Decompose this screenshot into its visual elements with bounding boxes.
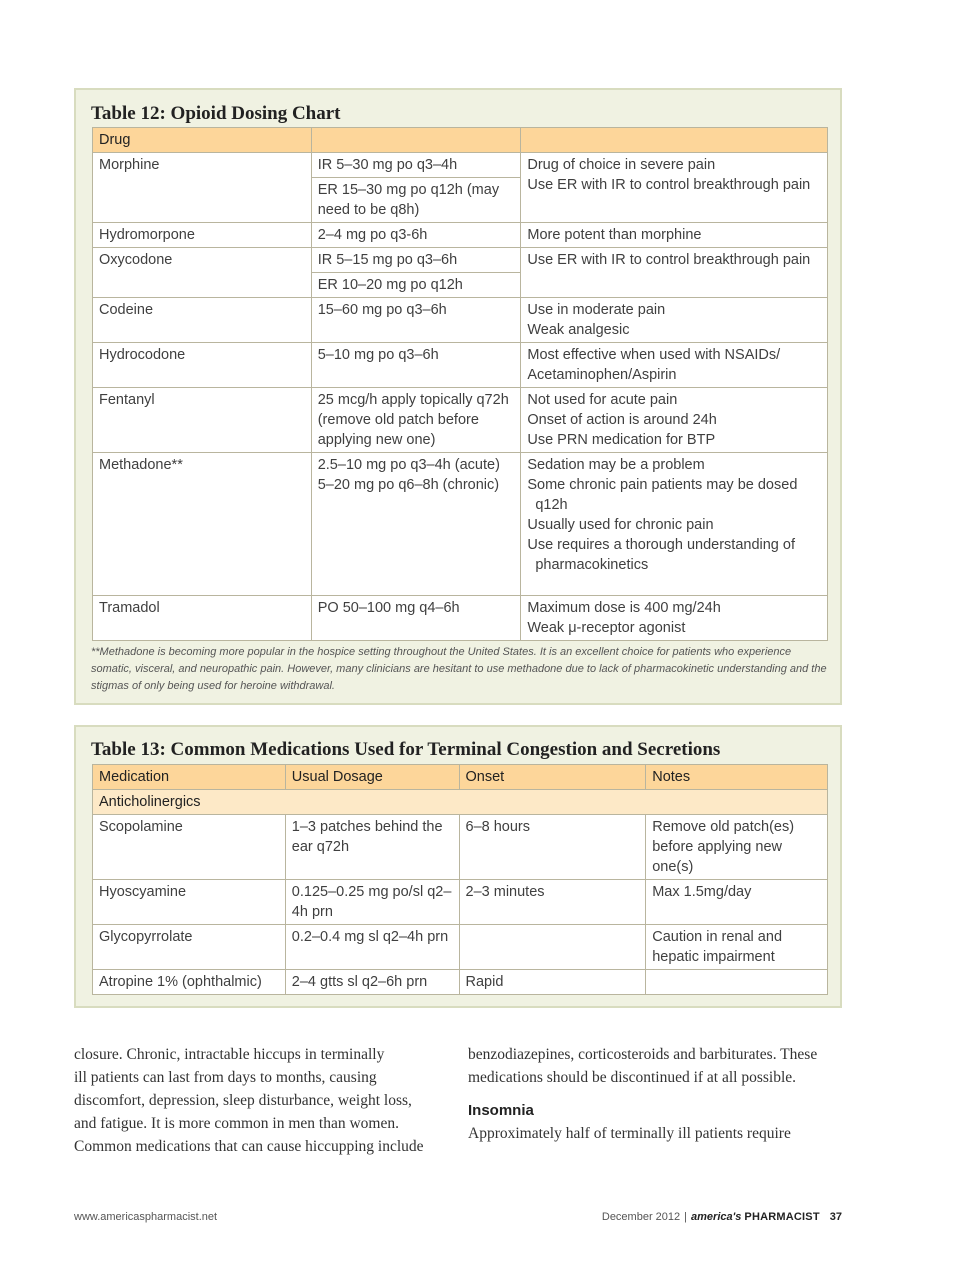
body-text-line: Common medications that can cause hiccupping include [74,1138,424,1155]
body-column-left [74,1043,454,1158]
table-row [93,343,828,388]
body-text-line: medications should be discontinued if at all possible. [468,1069,797,1086]
column-header-onset: Onset [459,765,646,790]
medication-cell: Hyoscyamine [93,880,286,925]
body-column-right [468,1043,848,1145]
category-row [93,790,828,815]
dose-cell: IR 5–30 mg po q3–4h [311,153,521,178]
footer-date: December 2012 [601,1211,681,1223]
drug-cell: Oxycodone [93,248,312,298]
table-header-row [93,128,828,153]
body-text-line: benzodiazepines, corticosteroids and barbiturates. These [468,1046,818,1063]
category-label: Anticholinergics [93,790,828,815]
dose-cell: PO 50–100 mg q4–6h [311,596,521,641]
table-13-title: Table 13: Common Medications Used for Terminal Congestion and Secretions [91,739,721,760]
table-row [93,453,828,596]
opioid-dosing-table [92,127,828,641]
dosage-cell: 0.2–0.4 mg sl q2–4h prn [285,925,459,970]
notes-cell: Use ER with IR to control breakthrough pain [521,248,828,298]
dose-cell: 5–10 mg po q3–6h [311,343,521,388]
drug-cell: Hydromorpone [93,223,312,248]
table-12-panel [74,88,842,705]
onset-cell: 6–8 hours [459,815,646,880]
table-row [93,970,828,995]
dosage-cell: 0.125–0.25 mg po/sl q2–4h prn [285,880,459,925]
table-row [93,880,828,925]
table-row [93,223,828,248]
table-row [93,153,828,178]
footer-separator: | [684,1211,688,1223]
notes-cell: Maximum dose is 400 mg/24h Weak μ-receptor agonist [521,596,828,641]
footer-url: www.americaspharmacist.net [74,1211,218,1223]
notes-cell: More potent than morphine [521,223,828,248]
notes-cell: Caution in renal and hepatic impairment [646,925,828,970]
onset-cell: 2–3 minutes [459,880,646,925]
drug-cell: Tramadol [93,596,312,641]
body-text-line: Approximately half of terminally ill patients require [468,1125,791,1142]
column-header-medication: Medication [93,765,286,790]
drug-cell: Hydrocodone [93,343,312,388]
page-number: 37 [829,1211,842,1223]
table-row [93,596,828,641]
dose-cell: 2.5–10 mg po q3–4h (acute) 5–20 mg po q6–8h (chronic) [311,453,521,596]
dose-cell: 15–60 mg po q3–6h [311,298,521,343]
footer-brand-prefix: america's [691,1211,742,1223]
section-heading-insomnia: Insomnia [468,1102,534,1119]
notes-cell: Use in moderate pain Weak analgesic [521,298,828,343]
drug-cell: Codeine [93,298,312,343]
table-header-row [93,765,828,790]
column-header-usual-dosage: Usual Dosage [285,765,459,790]
dose-cell: ER 10–20 mg po q12h [311,273,521,298]
onset-cell [459,925,646,970]
drug-cell: Methadone** [93,453,312,596]
drug-cell: Fentanyl [93,388,312,453]
notes-cell: Not used for acute pain Onset of action is around 24h Use PRN medication for BTP [521,388,828,453]
table-row [93,298,828,343]
dose-cell: ER 15–30 mg po q12h (may need to be q8h) [311,178,521,223]
table-row [93,925,828,970]
column-header-dose [311,128,521,153]
footer-brand-name: PHARMACIST [744,1211,820,1223]
footer-info [602,1211,842,1223]
table-row [93,388,828,453]
dose-cell: 2–4 mg po q3-6h [311,223,521,248]
table-row [93,248,828,273]
notes-cell [646,970,828,995]
dose-cell: IR 5–15 mg po q3–6h [311,248,521,273]
notes-cell: Most effective when used with NSAIDs/ Acetaminophen/Aspirin [521,343,828,388]
notes-cell: Drug of choice in severe pain Use ER with IR to control breakthrough pain [521,153,828,223]
notes-cell: Remove old patch(es) before applying new one(s) [646,815,828,880]
dose-cell: 25 mcg/h apply topically q72h (remove old patch before applying new one) [311,388,521,453]
medication-cell: Glycopyrrolate [93,925,286,970]
table-row [93,815,828,880]
dosage-cell: 2–4 gtts sl q2–6h prn [285,970,459,995]
notes-cell: Sedation may be a problem Some chronic pain patients may be dosed q12h Usually used for chronic pain Use requires a thorough understanding of pharmacokinetics [521,453,828,596]
terminal-congestion-table [92,764,828,995]
body-text-line: ill patients can last from days to months, causing [74,1069,377,1086]
column-header-notes: Notes [646,765,828,790]
table-12-title: Table 12: Opioid Dosing Chart [91,103,341,124]
column-header-drug: Drug [93,128,312,153]
table-13-panel [74,725,842,1008]
body-text-line: closure. Chronic, intractable hiccups in terminally [74,1046,385,1063]
medication-cell: Scopolamine [93,815,286,880]
dosage-cell: 1–3 patches behind the ear q72h [285,815,459,880]
onset-cell: Rapid [459,970,646,995]
table-12-footnote: **Methadone is becoming more popular in the hospice setting throughout the United States. It is an excellent choice for patients who experience somatic, visceral, and neuropathic pain. However, many clinicians are hesitant to use methadone due to lack of pharmacokinetic understanding and the stigmas of only being used for heroine withdrawal. [91,646,827,692]
column-header-notes [521,128,828,153]
body-text-line: discomfort, depression, sleep disturbance, weight loss, [74,1092,412,1109]
medication-cell: Atropine 1% (ophthalmic) [93,970,286,995]
drug-cell: Morphine [93,153,312,223]
body-text-line: and fatigue. It is more common in men than women. [74,1115,399,1132]
notes-cell: Max 1.5mg/day [646,880,828,925]
